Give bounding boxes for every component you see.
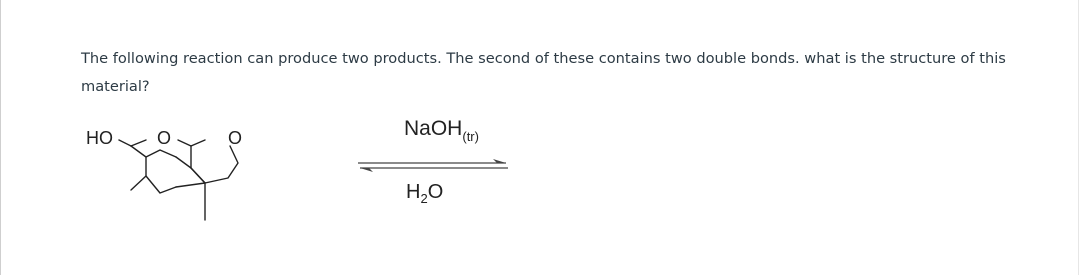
c1-o-bond (131, 140, 146, 146)
hydroxyl-label: HO (86, 128, 113, 148)
solvent-subscript: 2 (420, 191, 428, 206)
ring1-lower (146, 176, 176, 193)
solvent-h: H (406, 181, 421, 203)
solvent-o: O (427, 181, 444, 203)
ring1-upper (131, 146, 146, 190)
c-bond (191, 168, 205, 183)
reagent-subscript: (tr) (462, 129, 479, 144)
ring-oxygen-label: O (228, 128, 243, 148)
question-text: The following reaction can produce two products. The second of these contains two double bonds. what is the structure of this material? (81, 50, 1006, 95)
ring2 (191, 146, 238, 183)
fused-bond-lower (176, 183, 205, 187)
equilibrium-arrows (358, 159, 508, 172)
fused-bond (176, 157, 191, 168)
reactant-molecule (119, 140, 238, 220)
reagent-main: NaOH (404, 117, 463, 140)
ring-junction (146, 150, 176, 157)
o-c2-bond (178, 140, 191, 146)
reagent-label (404, 117, 479, 144)
solvent-label (406, 181, 443, 206)
c2-ringO-bond (191, 140, 205, 146)
ho-bond (119, 140, 131, 146)
ether-oxygen-label: O (157, 128, 172, 148)
